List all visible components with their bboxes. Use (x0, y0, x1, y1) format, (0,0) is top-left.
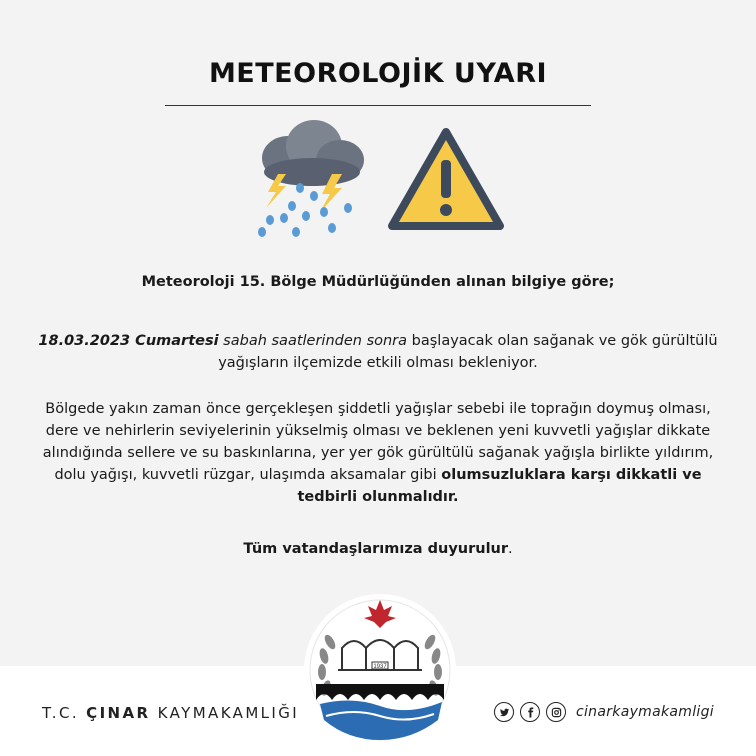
forecast-time: sabah saatlerinden sonra (223, 333, 408, 349)
district-logo (302, 592, 458, 748)
org-name: ÇINAR (86, 704, 151, 722)
closing-text (0, 541, 756, 557)
organization-name (42, 704, 299, 722)
closing-punct: . (508, 541, 513, 557)
title-divider (165, 105, 591, 106)
forecast-text: başlayacak olan sağanak ve gök gürültülü yağışların ilçemizde etkili olması bekleniyor. (218, 333, 718, 371)
facebook-icon[interactable] (520, 702, 540, 722)
storm-cloud-icon (248, 116, 372, 242)
warning-triangle-icon (386, 126, 506, 234)
logo-year: 1937 (373, 664, 387, 670)
org-prefix: T.C. (42, 704, 79, 722)
org-suffix: KAYMAKAMLIĞI (157, 704, 300, 722)
warning-text: Bölgede yakın zaman önce gerçekleşen şiddetli yağışlar sebebi ile toprağın doymuş olması, dere ve nehirlerin seviyelerinin yükselmiş olması ve beklenen yeni kuvvetli yağışlar dikkate alındığında sellere ve su baskınlarına, yer yer gök gürültülü sağanak yağışla birlikte yıldırım, dolu yağışı, kuvvetli rüzgar, ulaşımda aksamalar gibi (42, 401, 714, 483)
paragraph-forecast (30, 330, 726, 374)
twitter-icon[interactable] (494, 702, 514, 722)
instagram-icon[interactable] (546, 702, 566, 722)
social-links (494, 702, 714, 722)
social-handle[interactable]: cinarkaymakamligi (576, 704, 714, 720)
lead-text: Meteoroloji 15. Bölge Müdürlüğünden alınan bilgiye göre; (141, 274, 615, 290)
page-title: METEOROLOJİK UYARI (208, 58, 548, 89)
paragraph-warning (30, 398, 726, 508)
warning-emphasis: olumsuzluklara karşı dikkatli ve tedbirli olunmalıdır. (297, 467, 702, 505)
closing-bold: Tüm vatandaşlarımıza duyurulur (243, 541, 509, 557)
forecast-date: 18.03.2023 Cumartesi (38, 333, 219, 349)
